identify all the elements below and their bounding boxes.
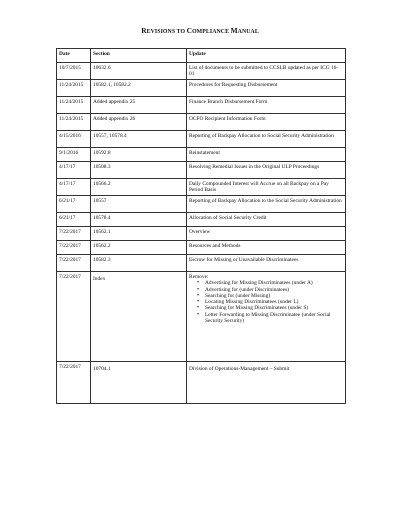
cell-update: [187, 272, 346, 362]
cell-date: 7/22/2017: [57, 272, 91, 362]
revisions-table: [56, 48, 346, 404]
cell-section: 10578.4: [91, 213, 187, 227]
remove-label: Remove:: [189, 274, 209, 280]
table-row: [57, 179, 346, 196]
cell-section: Added appendix 25: [91, 97, 187, 114]
cell-update: List of documents to be submitted to CCSLB updated as per ICG 16-01: [187, 63, 346, 80]
cell-date: 6/21/17: [57, 213, 91, 227]
cell-update: Daily Compounded Interest will Accrue on all Backpay on a Pay Period Basis: [187, 179, 346, 196]
list-item: • Locating Missing Discriminatees (under L): [205, 299, 343, 305]
cell-section: 10562.1: [91, 227, 187, 241]
cell-date: 11/24/2015: [57, 114, 91, 131]
list-item: • Letter Forwarding to Missing Discriminatee (under Social Security Security): [205, 312, 343, 325]
cell-section: 10557, 10578.4: [91, 131, 187, 148]
table-row: [57, 255, 346, 272]
cell-section: 10582.1, 10582.2: [91, 80, 187, 97]
cell-date: 4/15/2016: [57, 131, 91, 148]
cell-date: 11/24/2015: [57, 97, 91, 114]
table-row: [57, 272, 346, 362]
cell-update: Division of Operations-Management – Submit: [187, 362, 346, 404]
table-row: [57, 114, 346, 131]
list-item: • Searching for Missing Discriminatees (under S): [205, 305, 343, 311]
table-row: [57, 162, 346, 179]
table-row: [57, 213, 346, 227]
table-row: [57, 241, 346, 255]
header-update: Update: [187, 49, 346, 63]
header-date: Date: [57, 49, 91, 63]
list-item: • Advertising for (under Discriminatees): [205, 287, 343, 293]
cell-section: Added appendix 26: [91, 114, 187, 131]
table-row: [57, 227, 346, 241]
list-item: • Advertising for Missing Discriminatees (under A): [205, 280, 343, 286]
cell-section: 10508.3: [91, 162, 187, 179]
cell-update: Finance Branch Disbursement Form: [187, 97, 346, 114]
cell-date: 4/17/17: [57, 179, 91, 196]
cell-date: 7/22/2017: [57, 241, 91, 255]
cell-date: 10/7/2015: [57, 63, 91, 80]
table-row: [57, 63, 346, 80]
cell-section: 10632.6: [91, 63, 187, 80]
remove-list: [189, 280, 343, 324]
cell-update: Reporting of Backpay Allocation to Social Security Administration: [187, 131, 346, 148]
cell-date: 6/21/17: [57, 196, 91, 213]
table-row: [57, 196, 346, 213]
cell-date: 4/17/17: [57, 162, 91, 179]
table-row: [57, 148, 346, 162]
cell-section: 10582.3: [91, 255, 187, 272]
cell-update: OCFO Recipient Information Form: [187, 114, 346, 131]
cell-update: Overview: [187, 227, 346, 241]
cell-update: Resolving Remedial Issues in the Original ULP Proceedings: [187, 162, 346, 179]
cell-update: Escrow for Missing or Unavailable Discriminatees: [187, 255, 346, 272]
cell-date: 7/22/2017: [57, 227, 91, 241]
table-row: [57, 362, 346, 404]
table-row: [57, 131, 346, 148]
cell-section: Index: [91, 272, 187, 362]
cell-section: 10592.8: [91, 148, 187, 162]
cell-date: 9/1/2016: [57, 148, 91, 162]
list-item: • Searching for (under Missing): [205, 293, 343, 299]
header-section: Section: [91, 49, 187, 63]
cell-section: 10562.2: [91, 241, 187, 255]
cell-update: Procedures for Requesting Disbursement: [187, 80, 346, 97]
table-row: [57, 97, 346, 114]
cell-date: 7/22/2017: [57, 362, 91, 404]
cell-update: Reinstatement: [187, 148, 346, 162]
cell-update: Allocation of Social Security Credit: [187, 213, 346, 227]
cell-date: 11/24/2015: [57, 80, 91, 97]
cell-section: 10566.2: [91, 179, 187, 196]
table-row: [57, 80, 346, 97]
table-header-row: [57, 49, 346, 63]
cell-section: 10557: [91, 196, 187, 213]
cell-update: Resources and Methods: [187, 241, 346, 255]
document-title: REVISIONS TO COMPLIANCE MANUAL: [141, 26, 259, 35]
cell-update: Reporting of Backpay Allocation to the Social Security Administration: [187, 196, 346, 213]
cell-section: 10704.1: [91, 362, 187, 404]
cell-date: 7/22/2017: [57, 255, 91, 272]
